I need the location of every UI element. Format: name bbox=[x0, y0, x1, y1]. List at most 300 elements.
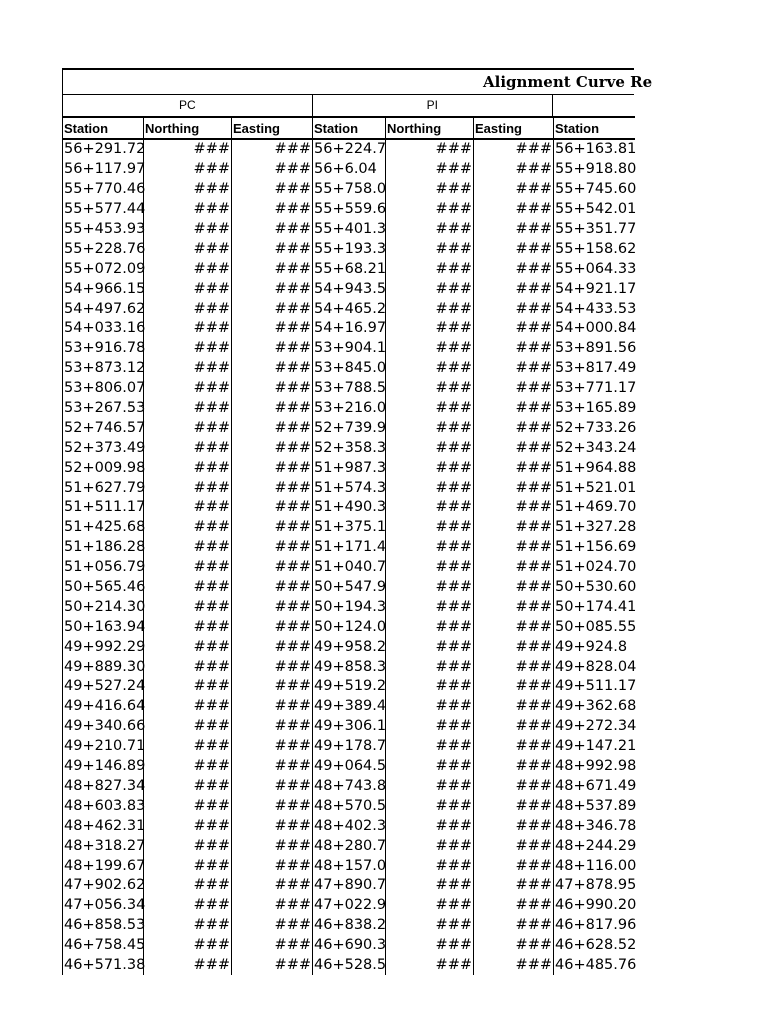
cell-third-station: 47+878.95 bbox=[554, 876, 635, 896]
cell-pc-northing: ### bbox=[144, 896, 232, 916]
table-row bbox=[63, 180, 635, 200]
cell-pi-northing: ### bbox=[386, 558, 474, 578]
table-row bbox=[63, 956, 635, 976]
table-row bbox=[63, 498, 635, 518]
table-row bbox=[63, 478, 635, 498]
cell-pi-northing: ### bbox=[386, 299, 474, 319]
cell-pi-easting: ### bbox=[474, 180, 554, 200]
cell-pc-station: 49+992.29 bbox=[63, 637, 144, 657]
cell-pi-station: 52+358.3 bbox=[313, 438, 386, 458]
cell-pi-station: 51+040.7 bbox=[313, 558, 386, 578]
cell-pc-easting: ### bbox=[232, 359, 313, 379]
table-row bbox=[63, 777, 635, 797]
cell-third-station: 48+116.00 bbox=[554, 856, 635, 876]
cell-pc-easting: ### bbox=[232, 160, 313, 180]
cell-pi-northing: ### bbox=[386, 936, 474, 956]
cell-pc-easting: ### bbox=[232, 896, 313, 916]
cell-pc-northing: ### bbox=[144, 259, 232, 279]
cell-pi-easting: ### bbox=[474, 399, 554, 419]
cell-pc-northing: ### bbox=[144, 538, 232, 558]
cell-pc-easting: ### bbox=[232, 279, 313, 299]
cell-pi-easting: ### bbox=[474, 379, 554, 399]
cell-pc-northing: ### bbox=[144, 458, 232, 478]
cell-pc-northing: ### bbox=[144, 617, 232, 637]
cell-pi-easting: ### bbox=[474, 299, 554, 319]
cell-pi-station: 48+280.7 bbox=[313, 836, 386, 856]
cell-pi-northing: ### bbox=[386, 160, 474, 180]
cell-third-station: 48+537.89 bbox=[554, 796, 635, 816]
cell-pi-northing: ### bbox=[386, 339, 474, 359]
cell-pi-easting: ### bbox=[474, 777, 554, 797]
cell-pi-station: 49+178.7 bbox=[313, 737, 386, 757]
cell-pi-easting: ### bbox=[474, 418, 554, 438]
group-header-row bbox=[62, 94, 634, 116]
cell-pc-easting: ### bbox=[232, 200, 313, 220]
cell-pi-northing: ### bbox=[386, 657, 474, 677]
cell-pi-northing: ### bbox=[386, 458, 474, 478]
cell-pi-station: 55+401.3 bbox=[313, 220, 386, 240]
cell-pi-northing: ### bbox=[386, 916, 474, 936]
cell-pi-northing: ### bbox=[386, 239, 474, 259]
cell-third-station: 51+469.70 bbox=[554, 498, 635, 518]
table-row bbox=[63, 796, 635, 816]
cell-third-station: 53+771.17 bbox=[554, 379, 635, 399]
cell-pc-northing: ### bbox=[144, 339, 232, 359]
cell-pc-station: 51+627.79 bbox=[63, 478, 144, 498]
cell-pc-northing: ### bbox=[144, 956, 232, 976]
cell-pc-easting: ### bbox=[232, 597, 313, 617]
cell-pc-easting: ### bbox=[232, 657, 313, 677]
cell-pi-station: 55+758.0 bbox=[313, 180, 386, 200]
table-row bbox=[63, 418, 635, 438]
cell-pi-easting: ### bbox=[474, 220, 554, 240]
cell-pc-station: 49+146.89 bbox=[63, 757, 144, 777]
cell-pc-northing: ### bbox=[144, 816, 232, 836]
cell-pi-easting: ### bbox=[474, 359, 554, 379]
cell-pc-northing: ### bbox=[144, 578, 232, 598]
cell-pi-station: 53+216.0 bbox=[313, 399, 386, 419]
table-row bbox=[63, 836, 635, 856]
cell-pi-station: 48+402.3 bbox=[313, 816, 386, 836]
report-title: Alignment Curve Re bbox=[483, 73, 653, 91]
cell-third-station: 49+362.68 bbox=[554, 697, 635, 717]
cell-pi-easting: ### bbox=[474, 200, 554, 220]
cell-pc-easting: ### bbox=[232, 299, 313, 319]
cell-pi-northing: ### bbox=[386, 498, 474, 518]
spreadsheet-page bbox=[62, 68, 653, 975]
cell-pi-station: 54+943.5 bbox=[313, 279, 386, 299]
cell-pc-northing: ### bbox=[144, 836, 232, 856]
cell-pi-station: 53+904.1 bbox=[313, 339, 386, 359]
cell-pc-northing: ### bbox=[144, 220, 232, 240]
cell-pi-northing: ### bbox=[386, 677, 474, 697]
cell-pi-easting: ### bbox=[474, 597, 554, 617]
cell-pc-northing: ### bbox=[144, 757, 232, 777]
cell-pi-station: 56+6.04 bbox=[313, 160, 386, 180]
cell-pi-easting: ### bbox=[474, 558, 554, 578]
cell-third-station: 48+992.98 bbox=[554, 757, 635, 777]
cell-pi-station: 53+845.0 bbox=[313, 359, 386, 379]
cell-pi-northing: ### bbox=[386, 399, 474, 419]
header-third-station: Station bbox=[554, 117, 635, 139]
cell-pc-easting: ### bbox=[232, 438, 313, 458]
cell-third-station: 46+485.76 bbox=[554, 956, 635, 976]
cell-pi-northing: ### bbox=[386, 597, 474, 617]
cell-pc-easting: ### bbox=[232, 558, 313, 578]
cell-third-station: 49+272.34 bbox=[554, 717, 635, 737]
cell-pc-easting: ### bbox=[232, 259, 313, 279]
group-header-pc: PC bbox=[63, 95, 313, 116]
cell-third-station: 55+918.80 bbox=[554, 160, 635, 180]
cell-pi-station: 50+194.3 bbox=[313, 597, 386, 617]
cell-third-station: 51+964.88 bbox=[554, 458, 635, 478]
cell-pi-station: 52+739.9 bbox=[313, 418, 386, 438]
cell-pc-station: 50+214.30 bbox=[63, 597, 144, 617]
cell-pi-station: 55+68.21 bbox=[313, 259, 386, 279]
cell-third-station: 49+511.17 bbox=[554, 677, 635, 697]
cell-third-station: 55+158.62 bbox=[554, 239, 635, 259]
table-row bbox=[63, 458, 635, 478]
cell-third-station: 51+024.70 bbox=[554, 558, 635, 578]
cell-pc-easting: ### bbox=[232, 319, 313, 339]
cell-pi-northing: ### bbox=[386, 637, 474, 657]
cell-pc-station: 49+889.30 bbox=[63, 657, 144, 677]
cell-pc-easting: ### bbox=[232, 757, 313, 777]
cell-pi-easting: ### bbox=[474, 259, 554, 279]
table-row bbox=[63, 259, 635, 279]
table-row bbox=[63, 339, 635, 359]
cell-pc-easting: ### bbox=[232, 816, 313, 836]
table-row bbox=[63, 617, 635, 637]
cell-pc-easting: ### bbox=[232, 538, 313, 558]
cell-pi-station: 49+519.2 bbox=[313, 677, 386, 697]
cell-third-station: 55+542.01 bbox=[554, 200, 635, 220]
cell-pc-northing: ### bbox=[144, 478, 232, 498]
cell-pc-easting: ### bbox=[232, 458, 313, 478]
cell-pc-station: 53+806.07 bbox=[63, 379, 144, 399]
cell-pc-station: 52+009.98 bbox=[63, 458, 144, 478]
table-row bbox=[63, 816, 635, 836]
cell-pc-station: 54+966.15 bbox=[63, 279, 144, 299]
table-row bbox=[63, 936, 635, 956]
cell-pi-easting: ### bbox=[474, 856, 554, 876]
cell-pc-northing: ### bbox=[144, 717, 232, 737]
cell-pc-station: 52+373.49 bbox=[63, 438, 144, 458]
table-row bbox=[63, 538, 635, 558]
cell-third-station: 53+891.56 bbox=[554, 339, 635, 359]
table-row bbox=[63, 757, 635, 777]
cell-third-station: 49+147.21 bbox=[554, 737, 635, 757]
cell-pi-northing: ### bbox=[386, 200, 474, 220]
table-row bbox=[63, 299, 635, 319]
cell-pc-station: 48+603.83 bbox=[63, 796, 144, 816]
cell-pc-easting: ### bbox=[232, 418, 313, 438]
cell-pi-northing: ### bbox=[386, 279, 474, 299]
cell-pi-easting: ### bbox=[474, 936, 554, 956]
cell-pi-easting: ### bbox=[474, 239, 554, 259]
cell-pi-station: 47+890.7 bbox=[313, 876, 386, 896]
cell-pi-station: 48+570.5 bbox=[313, 796, 386, 816]
cell-pi-easting: ### bbox=[474, 737, 554, 757]
cell-pc-easting: ### bbox=[232, 796, 313, 816]
cell-pc-northing: ### bbox=[144, 936, 232, 956]
table-row bbox=[63, 876, 635, 896]
cell-pc-station: 49+416.64 bbox=[63, 697, 144, 717]
cell-pc-station: 52+746.57 bbox=[63, 418, 144, 438]
cell-third-station: 54+000.84 bbox=[554, 319, 635, 339]
cell-pi-easting: ### bbox=[474, 677, 554, 697]
cell-pc-northing: ### bbox=[144, 399, 232, 419]
cell-third-station: 52+343.24 bbox=[554, 438, 635, 458]
cell-pc-northing: ### bbox=[144, 657, 232, 677]
table-row bbox=[63, 558, 635, 578]
cell-pc-station: 48+827.34 bbox=[63, 777, 144, 797]
cell-pc-northing: ### bbox=[144, 558, 232, 578]
cell-third-station: 46+990.20 bbox=[554, 896, 635, 916]
cell-pc-easting: ### bbox=[232, 518, 313, 538]
cell-pc-station: 55+228.76 bbox=[63, 239, 144, 259]
table-row bbox=[63, 379, 635, 399]
cell-pi-station: 55+559.6 bbox=[313, 200, 386, 220]
cell-pi-station: 49+389.4 bbox=[313, 697, 386, 717]
cell-pc-easting: ### bbox=[232, 578, 313, 598]
cell-pc-northing: ### bbox=[144, 438, 232, 458]
cell-pc-northing: ### bbox=[144, 677, 232, 697]
cell-pc-station: 50+565.46 bbox=[63, 578, 144, 598]
cell-pi-northing: ### bbox=[386, 896, 474, 916]
cell-pc-easting: ### bbox=[232, 936, 313, 956]
cell-pi-northing: ### bbox=[386, 856, 474, 876]
cell-pi-station: 55+193.3 bbox=[313, 239, 386, 259]
table-row bbox=[63, 896, 635, 916]
cell-third-station: 55+351.77 bbox=[554, 220, 635, 240]
cell-third-station: 55+064.33 bbox=[554, 259, 635, 279]
table-row bbox=[63, 637, 635, 657]
cell-pc-northing: ### bbox=[144, 180, 232, 200]
header-pc-northing: Northing bbox=[144, 117, 232, 139]
table-row bbox=[63, 737, 635, 757]
cell-pc-easting: ### bbox=[232, 637, 313, 657]
cell-pc-station: 54+033.16 bbox=[63, 319, 144, 339]
cell-pc-station: 46+758.45 bbox=[63, 936, 144, 956]
cell-pi-northing: ### bbox=[386, 876, 474, 896]
cell-pi-easting: ### bbox=[474, 518, 554, 538]
cell-pc-northing: ### bbox=[144, 498, 232, 518]
table-row bbox=[63, 359, 635, 379]
cell-pi-northing: ### bbox=[386, 956, 474, 976]
cell-pi-northing: ### bbox=[386, 259, 474, 279]
cell-pc-northing: ### bbox=[144, 200, 232, 220]
cell-pi-easting: ### bbox=[474, 319, 554, 339]
cell-third-station: 55+745.60 bbox=[554, 180, 635, 200]
cell-pi-station: 49+858.3 bbox=[313, 657, 386, 677]
cell-pi-easting: ### bbox=[474, 637, 554, 657]
title-row bbox=[62, 68, 653, 94]
cell-third-station: 49+828.04 bbox=[554, 657, 635, 677]
table-row bbox=[63, 200, 635, 220]
cell-pc-station: 50+163.94 bbox=[63, 617, 144, 637]
cell-pc-northing: ### bbox=[144, 160, 232, 180]
cell-pi-easting: ### bbox=[474, 279, 554, 299]
cell-pc-northing: ### bbox=[144, 637, 232, 657]
cell-pi-station: 54+16.97 bbox=[313, 319, 386, 339]
cell-pi-easting: ### bbox=[474, 438, 554, 458]
cell-pc-northing: ### bbox=[144, 856, 232, 876]
cell-pc-easting: ### bbox=[232, 856, 313, 876]
group-header-third bbox=[553, 95, 634, 116]
cell-pi-station: 46+690.3 bbox=[313, 936, 386, 956]
cell-pi-northing: ### bbox=[386, 180, 474, 200]
cell-pc-station: 53+873.12 bbox=[63, 359, 144, 379]
header-pi-station: Station bbox=[313, 117, 386, 139]
cell-pi-northing: ### bbox=[386, 737, 474, 757]
cell-pc-northing: ### bbox=[144, 777, 232, 797]
cell-third-station: 46+817.96 bbox=[554, 916, 635, 936]
table-row bbox=[63, 597, 635, 617]
cell-pi-easting: ### bbox=[474, 836, 554, 856]
cell-pc-station: 56+291.72 bbox=[63, 139, 144, 160]
cell-pc-station: 56+117.97 bbox=[63, 160, 144, 180]
cell-pc-northing: ### bbox=[144, 139, 232, 160]
cell-pc-easting: ### bbox=[232, 777, 313, 797]
cell-third-station: 48+671.49 bbox=[554, 777, 635, 797]
cell-pi-station: 49+306.1 bbox=[313, 717, 386, 737]
cell-pi-easting: ### bbox=[474, 916, 554, 936]
cell-pc-northing: ### bbox=[144, 597, 232, 617]
cell-pi-northing: ### bbox=[386, 617, 474, 637]
cell-pc-station: 55+072.09 bbox=[63, 259, 144, 279]
cell-pi-northing: ### bbox=[386, 478, 474, 498]
cell-pc-station: 53+267.53 bbox=[63, 399, 144, 419]
column-header-row bbox=[63, 117, 635, 139]
cell-pc-easting: ### bbox=[232, 139, 313, 160]
cell-third-station: 51+327.28 bbox=[554, 518, 635, 538]
cell-pi-northing: ### bbox=[386, 796, 474, 816]
cell-pc-station: 53+916.78 bbox=[63, 339, 144, 359]
table-row bbox=[63, 697, 635, 717]
cell-pc-northing: ### bbox=[144, 359, 232, 379]
cell-pc-northing: ### bbox=[144, 418, 232, 438]
cell-pc-northing: ### bbox=[144, 279, 232, 299]
cell-pi-station: 49+064.5 bbox=[313, 757, 386, 777]
cell-pc-northing: ### bbox=[144, 319, 232, 339]
alignment-table bbox=[62, 116, 635, 975]
cell-pc-station: 55+577.44 bbox=[63, 200, 144, 220]
cell-pi-station: 51+490.3 bbox=[313, 498, 386, 518]
cell-pc-northing: ### bbox=[144, 518, 232, 538]
cell-pi-easting: ### bbox=[474, 339, 554, 359]
cell-third-station: 50+530.60 bbox=[554, 578, 635, 598]
cell-pc-station: 51+056.79 bbox=[63, 558, 144, 578]
header-pc-station: Station bbox=[63, 117, 144, 139]
table-row bbox=[63, 578, 635, 598]
cell-pi-easting: ### bbox=[474, 578, 554, 598]
cell-pc-station: 55+770.46 bbox=[63, 180, 144, 200]
cell-pc-station: 51+186.28 bbox=[63, 538, 144, 558]
cell-pi-easting: ### bbox=[474, 617, 554, 637]
cell-pi-northing: ### bbox=[386, 757, 474, 777]
cell-pc-easting: ### bbox=[232, 617, 313, 637]
cell-pc-station: 48+462.31 bbox=[63, 816, 144, 836]
cell-pi-easting: ### bbox=[474, 956, 554, 976]
cell-pi-easting: ### bbox=[474, 657, 554, 677]
cell-pc-easting: ### bbox=[232, 916, 313, 936]
cell-pi-northing: ### bbox=[386, 777, 474, 797]
cell-third-station: 48+244.29 bbox=[554, 836, 635, 856]
cell-pi-station: 47+022.9 bbox=[313, 896, 386, 916]
table-row bbox=[63, 239, 635, 259]
cell-pc-station: 48+318.27 bbox=[63, 836, 144, 856]
cell-pc-easting: ### bbox=[232, 478, 313, 498]
cell-pi-easting: ### bbox=[474, 697, 554, 717]
cell-pc-station: 49+340.66 bbox=[63, 717, 144, 737]
cell-pc-easting: ### bbox=[232, 717, 313, 737]
cell-pi-northing: ### bbox=[386, 220, 474, 240]
cell-pi-easting: ### bbox=[474, 538, 554, 558]
cell-third-station: 54+433.53 bbox=[554, 299, 635, 319]
cell-third-station: 46+628.52 bbox=[554, 936, 635, 956]
cell-pi-northing: ### bbox=[386, 379, 474, 399]
table-row bbox=[63, 220, 635, 240]
cell-pc-station: 48+199.67 bbox=[63, 856, 144, 876]
cell-pc-easting: ### bbox=[232, 220, 313, 240]
cell-pi-northing: ### bbox=[386, 139, 474, 160]
cell-third-station: 48+346.78 bbox=[554, 816, 635, 836]
cell-pi-easting: ### bbox=[474, 160, 554, 180]
header-pi-easting: Easting bbox=[474, 117, 554, 139]
cell-pi-station: 51+987.3 bbox=[313, 458, 386, 478]
cell-pc-northing: ### bbox=[144, 379, 232, 399]
cell-pi-station: 53+788.5 bbox=[313, 379, 386, 399]
table-row bbox=[63, 677, 635, 697]
cell-pc-station: 46+858.53 bbox=[63, 916, 144, 936]
cell-pi-northing: ### bbox=[386, 319, 474, 339]
cell-pi-easting: ### bbox=[474, 498, 554, 518]
cell-third-station: 49+924.8 bbox=[554, 637, 635, 657]
cell-pi-station: 51+171.4 bbox=[313, 538, 386, 558]
cell-third-station: 52+733.26 bbox=[554, 418, 635, 438]
cell-pi-station: 46+528.5 bbox=[313, 956, 386, 976]
cell-pi-easting: ### bbox=[474, 796, 554, 816]
cell-pc-station: 46+571.38 bbox=[63, 956, 144, 976]
cell-pi-station: 50+547.9 bbox=[313, 578, 386, 598]
cell-pi-northing: ### bbox=[386, 836, 474, 856]
table-row bbox=[63, 438, 635, 458]
cell-pi-easting: ### bbox=[474, 139, 554, 160]
cell-pc-northing: ### bbox=[144, 916, 232, 936]
cell-pi-easting: ### bbox=[474, 876, 554, 896]
cell-pi-station: 51+375.1 bbox=[313, 518, 386, 538]
cell-pi-northing: ### bbox=[386, 697, 474, 717]
cell-pc-easting: ### bbox=[232, 339, 313, 359]
cell-pc-station: 55+453.93 bbox=[63, 220, 144, 240]
table-body bbox=[63, 139, 635, 975]
cell-pc-easting: ### bbox=[232, 956, 313, 976]
cell-third-station: 50+085.55 bbox=[554, 617, 635, 637]
cell-third-station: 53+817.49 bbox=[554, 359, 635, 379]
cell-pc-northing: ### bbox=[144, 239, 232, 259]
cell-pc-easting: ### bbox=[232, 180, 313, 200]
group-header-pi: PI bbox=[313, 95, 554, 116]
cell-pc-station: 47+902.62 bbox=[63, 876, 144, 896]
cell-pc-station: 51+425.68 bbox=[63, 518, 144, 538]
cell-pc-easting: ### bbox=[232, 697, 313, 717]
cell-pc-station: 54+497.62 bbox=[63, 299, 144, 319]
cell-pi-easting: ### bbox=[474, 717, 554, 737]
cell-pi-station: 50+124.0 bbox=[313, 617, 386, 637]
cell-pi-easting: ### bbox=[474, 816, 554, 836]
cell-pc-station: 49+210.71 bbox=[63, 737, 144, 757]
